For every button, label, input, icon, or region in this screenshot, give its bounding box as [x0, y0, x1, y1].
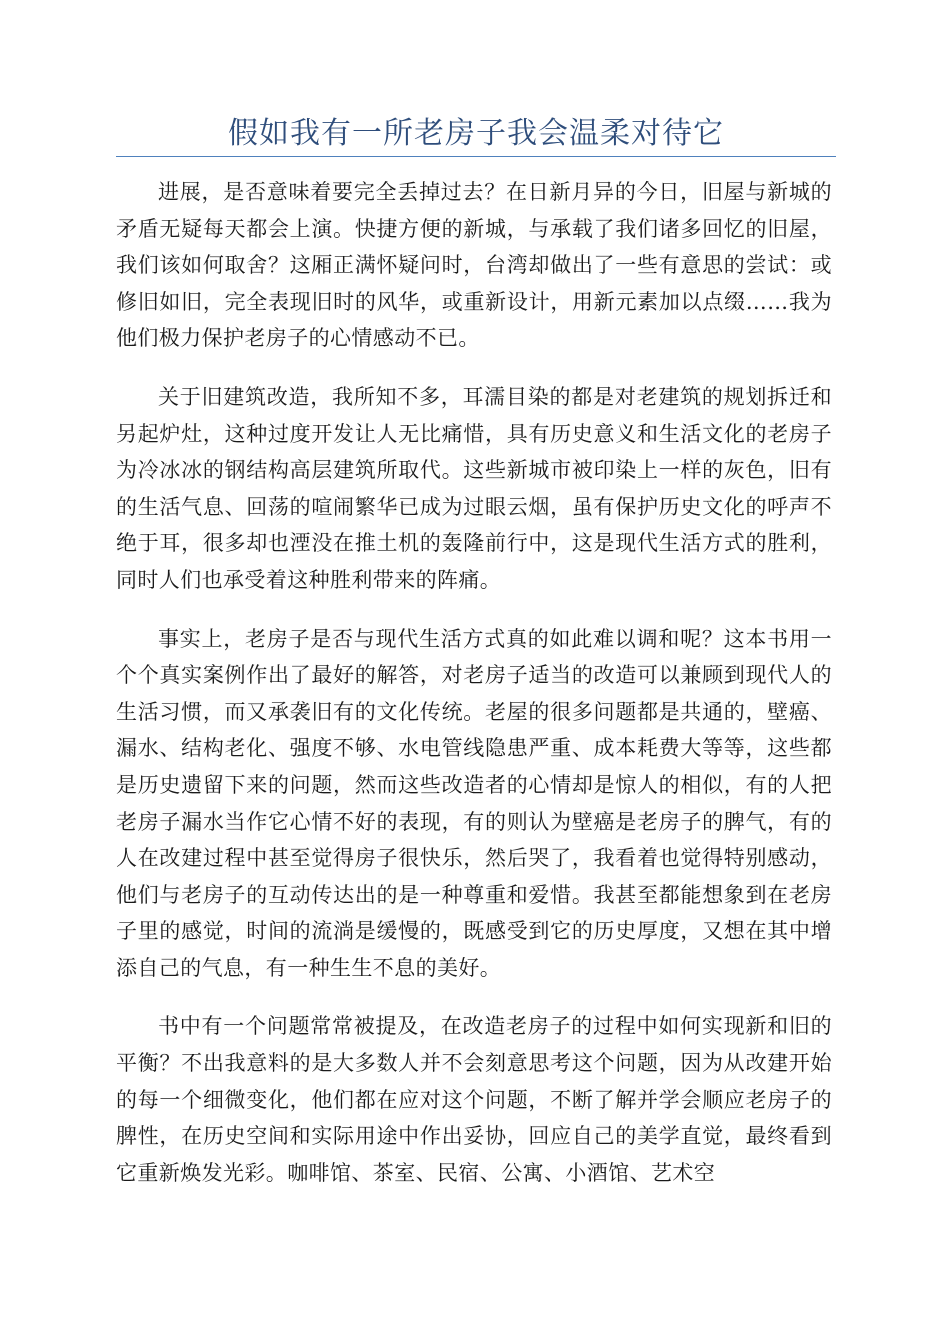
- document-body: [116, 174, 832, 1213]
- paragraph: 进展，是否意味着要完全丢掉过去？在日新月异的今日，旧屋与新城的矛盾无疑每天都会上演。快捷方便的新城，与承载了我们诸多回忆的旧屋，我们该如何取舍？这厢正满怀疑问时，台湾却做出了一些有意思的尝试：或修旧如旧，完全表现旧时的风华，或重新设计，用新元素加以点缀……我为他们极力保护老房子的心情感动不已。: [116, 180, 832, 351]
- document-title: 假如我有一所老房子我会温柔对待它: [228, 116, 724, 151]
- paragraph: 事实上，老房子是否与现代生活方式真的如此难以调和呢？这本书用一个个真实案例作出了最好的解答，对老房子适当的改造可以兼顾到现代人的生活习惯，而又承袭旧有的文化传统。老屋的很多问题都是共通的，壁癌、漏水、结构老化、强度不够、水电管线隐患严重、成本耗费大等等，这些都是历史遗留下来的问题，然而这些改造者的心情却是惊人的相似，有的人把老房子漏水当作它心情不好的表现，有的则认为壁癌是老房子的脾气，有的人在改建过程中甚至觉得房子很快乐，然后哭了，我看着也觉得特别感动，他们与老房子的互动传达出的是一种尊重和爱惜。我甚至都能想象到在老房子里的感觉，时间的流淌是缓慢的，既感受到它的历史厚度，又想在其中增添自己的气息，有一种生生不息的美好。: [116, 626, 832, 980]
- paragraph: 关于旧建筑改造，我所知不多，耳濡目染的都是对老建筑的规划拆迁和另起炉灶，这种过度开发让人无比痛惜，具有历史意义和生活文化的老房子为冷冰冰的钢结构高层建筑所取代。这些新城市被印染上一样的灰色，旧有的生活气息、回荡的喧闹繁华已成为过眼云烟，虽有保护历史文化的呼声不绝于耳，很多却也湮没在推土机的轰隆前行中，这是现代生活方式的胜利，同时人们也承受着这种胜利带来的阵痛。: [116, 384, 832, 592]
- title-underline: [116, 156, 836, 157]
- paragraph: 书中有一个问题常常被提及，在改造老房子的过程中如何实现新和旧的平衡？不出我意料的是大多数人并不会刻意思考这个问题，因为从改建开始的每一个细微变化，他们都在应对这个问题，不断了解并学会顺应老房子的脾性，在历史空间和实际用途中作出妥协，回应自己的美学直觉，最终看到它重新焕发光彩。咖啡馆、茶室、民宿、公寓、小酒馆、艺术空: [116, 1014, 832, 1185]
